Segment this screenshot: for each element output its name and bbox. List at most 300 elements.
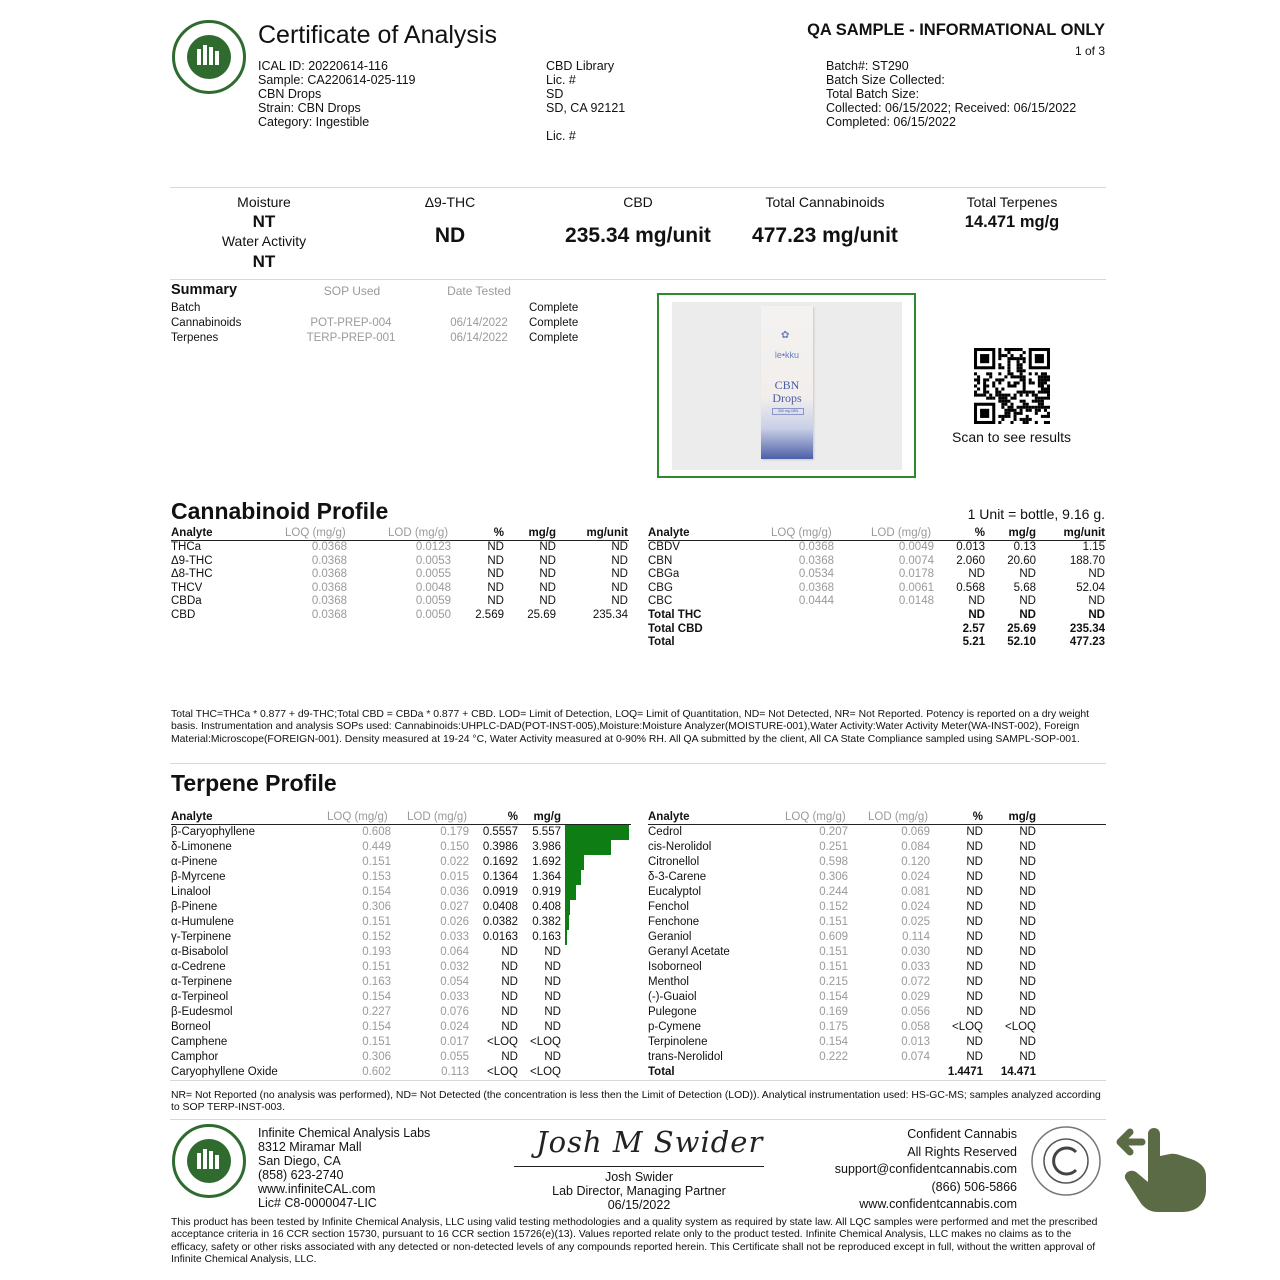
- signer-info: [514, 1170, 764, 1212]
- cell-mgunit: ND: [611, 595, 628, 608]
- product-box: [761, 306, 813, 459]
- cell-pct: 0.568: [956, 581, 985, 594]
- table-row: [171, 1065, 631, 1080]
- batch-size-collected: Batch Size Collected:: [826, 73, 945, 87]
- cell-pct: <LOQ: [951, 1021, 983, 1033]
- summary-row-date: 06/14/2022: [450, 332, 508, 344]
- col-header-loq: LOQ (mg/g): [771, 527, 832, 539]
- cell-lod: 0.0059: [415, 595, 451, 608]
- cell-analyte: Camphor: [171, 1051, 219, 1063]
- table-row: [171, 855, 631, 870]
- summary-row-date: 06/14/2022: [450, 317, 508, 329]
- table-row: [648, 1035, 1106, 1050]
- cell-pct: 0.5557: [482, 826, 518, 838]
- cell-lod: 0.0061: [898, 581, 934, 594]
- document-title: Certificate of Analysis: [258, 21, 497, 49]
- cell-lod: 0.064: [440, 946, 469, 958]
- cc-website[interactable]: www.confidentcannabis.com: [859, 1197, 1017, 1211]
- cell-pct: <LOQ: [486, 1066, 518, 1078]
- table-row: [648, 1050, 1106, 1065]
- cc-name: Confident Cannabis: [907, 1127, 1017, 1141]
- col-header-mgunit: mg/unit: [1063, 527, 1105, 539]
- cell-analyte: trans-Nerolidol: [648, 1051, 723, 1063]
- table-row: [648, 855, 1106, 870]
- cell-mgg: 0.13: [1013, 541, 1036, 553]
- cell-loq: 0.251: [819, 841, 848, 853]
- cell-lod: 0.055: [440, 1051, 469, 1063]
- cell-loq: 0.602: [362, 1066, 391, 1078]
- cell-mgg: ND: [1019, 916, 1036, 928]
- qr-caption: Scan to see results: [952, 429, 1072, 445]
- hand-pointer-icon[interactable]: [1112, 1114, 1212, 1214]
- method-note: Total THC=THCa * 0.877 + d9-THC;Total CBD = CBDa * 0.877 + CBD. LOD= Limit of Detection, LOQ= Limit of Quantitation, ND= Not Detected, NR= Not Reported. Potency is reported on a dry weight basis. Instrumentation and analysis SOPs used: Cannabinoids:UHPLC-DAD(POT-INST-005),Moisture:Moisture Analyzer(MOISTURE-001),Water Activity:Water Activity Meter(WA-INST-002), Foreign Material:Microscope(FOREIGN-001). Density measured at 19-24 °C, Water Activity measured at 0-90% RH. All QA submitted by the client, All CA State Compliance sampled using SAMPL-SOP-001.: [171, 709, 1090, 745]
- cell-analyte: Cedrol: [648, 826, 682, 838]
- cell-mgg: ND: [1019, 826, 1036, 838]
- cell-pct: ND: [501, 976, 518, 988]
- cell-loq: 0.0368: [311, 541, 347, 553]
- terpene-bar-chart: [565, 825, 629, 955]
- summary-sops: [299, 301, 403, 344]
- table-row: [648, 1020, 1106, 1035]
- cell-lod: 0.081: [901, 886, 930, 898]
- cell-analyte: β-Caryophyllene: [171, 826, 255, 838]
- cell-analyte: CBDV: [648, 541, 680, 553]
- cell-analyte: Caryophyllene Oxide: [171, 1066, 278, 1078]
- client-name: CBD Library: [546, 59, 615, 73]
- summary-dates: [436, 301, 522, 344]
- cell-pct: 2.57: [962, 622, 985, 635]
- cell-loq: 0.0368: [311, 595, 347, 608]
- cell-loq: 0.0368: [798, 541, 834, 553]
- cell-pct: ND: [487, 554, 504, 567]
- table-row: [171, 1005, 631, 1020]
- table-row: [648, 541, 1106, 555]
- cell-analyte: Camphene: [171, 1036, 228, 1048]
- cell-analyte: Citronellol: [648, 856, 700, 868]
- table-row: [648, 930, 1106, 945]
- cell-mgg: ND: [1019, 976, 1036, 988]
- cell-pct: ND: [501, 946, 518, 958]
- cell-analyte: Total: [648, 1066, 675, 1078]
- cell-lod: 0.069: [901, 826, 930, 838]
- signature-line: [514, 1166, 764, 1167]
- terpene-bar: [565, 840, 611, 855]
- cell-lod: 0.024: [901, 901, 930, 913]
- terpene-bar: [565, 855, 584, 870]
- summary-row-sop: [299, 301, 403, 316]
- cell-mgg: ND: [1019, 595, 1036, 608]
- cell-mgg: ND: [1019, 886, 1036, 898]
- cell-loq: 0.0368: [798, 554, 834, 567]
- col-header-pct: %: [974, 527, 985, 539]
- disclaimer: This product has been tested by Infinite Chemical Analysis, LLC using valid testing methodologies and a quality system as required by state law. All LQC samples were performed and met the prescribed acceptance criteria in 16 CCR section 15730, pursuant to 16 CCR section 15726(e)(13). Values reported relate only to the product tested. Infinite Chemical Analysis, LLC makes no claims as to the efficacy, safety or other risks associated with any detected or non-detected levels of any compounds reported herein. This Certificate shall not be reproduced except in full, without the written approval of Infinite Chemical Analysis, LLC.: [171, 1217, 1098, 1266]
- summary-title: Summary: [171, 282, 238, 298]
- table-row: [171, 1035, 631, 1050]
- col-header-mgg: mg/g: [528, 527, 556, 539]
- cell-analyte: β-Myrcene: [171, 871, 226, 883]
- cell-loq: 0.227: [362, 1006, 391, 1018]
- cell-pct: 2.060: [956, 554, 985, 567]
- cell-lod: 0.076: [440, 1006, 469, 1018]
- cell-pct: 0.013: [956, 541, 985, 553]
- cell-mgg: ND: [1019, 856, 1036, 868]
- cell-loq: 0.215: [819, 976, 848, 988]
- cell-analyte: THCa: [171, 541, 202, 553]
- cell-lod: 0.036: [440, 886, 469, 898]
- summary-statuses: [529, 301, 579, 344]
- summary-row-name: Batch: [171, 302, 201, 314]
- cell-lod: 0.0049: [898, 541, 934, 553]
- collected-received: Collected: 06/15/2022; Received: 06/15/2022: [826, 101, 1077, 115]
- cell-lod: 0.027: [440, 901, 469, 913]
- cell-analyte: (-)-Guaiol: [648, 991, 697, 1003]
- cell-analyte: THCV: [171, 581, 203, 594]
- cbd-stat: [548, 193, 728, 251]
- cell-analyte: Fenchone: [648, 916, 700, 928]
- cell-analyte: Δ8-THC: [171, 568, 213, 581]
- cell-lod: 0.056: [901, 1006, 930, 1018]
- sop-header: SOP Used: [323, 284, 381, 298]
- product-tag: 300 mg CBN: [772, 408, 804, 415]
- cc-contact: [757, 1126, 1017, 1214]
- cell-mgunit: ND: [1088, 568, 1105, 581]
- cell-mgunit: 188.70: [1069, 554, 1105, 567]
- spacer: [546, 115, 766, 129]
- table-row: [648, 1005, 1106, 1020]
- col-header-mgunit: mg/unit: [586, 527, 628, 539]
- cell-analyte: δ-Limonene: [171, 841, 232, 853]
- cell-pct: 2.569: [475, 609, 504, 621]
- col-header-analyte: Analyte: [648, 811, 690, 823]
- total-terpenes-label: Total Terpenes: [966, 194, 1058, 210]
- cell-loq: 0.207: [819, 826, 848, 838]
- sample-info: [258, 59, 538, 129]
- total-terpenes-stat: [942, 193, 1082, 233]
- signer-name: Josh Swider: [604, 1170, 674, 1184]
- cell-analyte: CBGa: [648, 568, 680, 581]
- cell-analyte: α-Humulene: [171, 916, 234, 928]
- page-number: 1 of 3: [1074, 44, 1105, 58]
- table-row: [648, 990, 1106, 1005]
- col-header-pct: %: [507, 811, 518, 823]
- product-photo: [657, 293, 916, 478]
- cell-loq: 0.0534: [798, 568, 834, 581]
- cell-loq: 0.153: [362, 871, 391, 883]
- cell-loq: 0.152: [362, 931, 391, 943]
- table-row: [171, 555, 629, 569]
- table-row: [171, 825, 631, 840]
- summary-row-status: Complete: [529, 302, 579, 314]
- cell-lod: [850, 1065, 930, 1080]
- category: Category: Ingestible: [258, 115, 370, 129]
- divider: [170, 1119, 1106, 1120]
- cell-pct: 0.0382: [482, 916, 518, 928]
- cell-mgg: ND: [539, 581, 556, 594]
- cell-mgg: 52.10: [1007, 636, 1036, 649]
- col-header-mgg: mg/g: [533, 811, 561, 823]
- cell-pct: ND: [501, 961, 518, 973]
- strain: Strain: CBN Drops: [258, 101, 361, 115]
- cell-mgg: <LOQ: [529, 1066, 561, 1078]
- total-cannabinoids-value: 477.23 mg/unit: [752, 224, 898, 247]
- cell-loq: 0.169: [819, 1006, 848, 1018]
- cell-lod: 0.033: [440, 991, 469, 1003]
- cell-mgg: ND: [1019, 931, 1036, 943]
- cell-mgg: ND: [544, 976, 561, 988]
- divider: [170, 1080, 1106, 1081]
- cell-analyte: CBN: [648, 554, 673, 567]
- cell-pct: 0.1692: [482, 856, 518, 868]
- col-header-pct: %: [972, 811, 983, 823]
- divider: [170, 763, 1106, 764]
- cell-lod: [858, 636, 934, 650]
- total-cannabinoids-stat: [735, 193, 915, 251]
- ical-logo: [172, 20, 246, 94]
- thc-label: Δ9-THC: [424, 194, 476, 210]
- cell-analyte: α-Bisabolol: [171, 946, 229, 958]
- cell-analyte: β-Eudesmol: [171, 1006, 233, 1018]
- cell-mgg: 1.364: [532, 871, 561, 883]
- cell-loq: [758, 609, 834, 623]
- cell-mgg: ND: [544, 1006, 561, 1018]
- cell-pct: 0.0919: [482, 886, 518, 898]
- cell-lod: 0.058: [901, 1021, 930, 1033]
- table-row: [648, 825, 1106, 840]
- cell-lod: 0.120: [901, 856, 930, 868]
- cell-mgg: 20.60: [1007, 554, 1036, 567]
- product-name: CBN Drops: [258, 87, 322, 101]
- summary-row-sop: POT-PREP-004: [310, 317, 392, 329]
- cell-mgunit: 235.34: [592, 609, 628, 621]
- completed-date: Completed: 06/15/2022: [826, 115, 956, 129]
- cell-lod: 0.024: [440, 1021, 469, 1033]
- cell-analyte: α-Terpinene: [171, 976, 232, 988]
- table-row: [648, 840, 1106, 855]
- cell-lod: 0.022: [440, 856, 469, 868]
- ical-logo-graphic: [175, 23, 243, 91]
- cell-mgg: <LOQ: [1004, 1021, 1036, 1033]
- cell-pct: ND: [966, 916, 983, 928]
- total-cannabinoids-label: Total Cannabinoids: [765, 194, 885, 210]
- cell-mgg: 0.919: [532, 886, 561, 898]
- table-row: [648, 582, 1106, 596]
- cc-email[interactable]: support@confidentcannabis.com: [834, 1162, 1017, 1176]
- cbd-label: CBD: [623, 194, 653, 210]
- cell-pct: ND: [501, 1021, 518, 1033]
- ical-logo-graphic: [175, 1127, 243, 1195]
- date-header: Date Tested: [447, 284, 511, 298]
- col-header-lod: LOD (mg/g): [388, 527, 449, 539]
- cell-analyte: Terpinolene: [648, 1036, 708, 1048]
- cell-loq: 0.154: [819, 991, 848, 1003]
- cell-lod: 0.033: [440, 931, 469, 943]
- cell-analyte: p-Cymene: [648, 1021, 702, 1033]
- cell-analyte: α-Pinene: [171, 856, 218, 868]
- cell-pct: ND: [966, 826, 983, 838]
- cell-mgg: 0.382: [532, 916, 561, 928]
- lab-website[interactable]: www.infiniteCAL.com: [258, 1182, 376, 1196]
- cc-phone: (866) 506-5866: [931, 1179, 1017, 1194]
- cell-mgunit: 52.04: [1076, 581, 1105, 594]
- cell-loq: 0.151: [819, 961, 848, 973]
- table-row: [648, 945, 1106, 960]
- cell-loq: 0.193: [362, 946, 391, 958]
- cell-analyte: Geranyl Acetate: [648, 946, 730, 958]
- cell-mgg: ND: [1019, 991, 1036, 1003]
- cell-lod: 0.029: [901, 991, 930, 1003]
- cell-loq: [758, 623, 834, 637]
- client-info: [546, 59, 766, 143]
- col-header-pct: %: [493, 527, 504, 539]
- cell-mgunit: ND: [1088, 595, 1105, 608]
- product-brand: le•kku: [774, 350, 800, 360]
- lab-phone: (858) 623-2740: [258, 1168, 344, 1182]
- cell-loq: 0.0368: [311, 554, 347, 567]
- cell-mgg: 14.471: [1000, 1066, 1036, 1078]
- cell-lod: 0.024: [901, 871, 930, 883]
- cell-loq: 0.306: [819, 871, 848, 883]
- client-address: SD, CA 92121: [546, 101, 626, 115]
- cell-lod: [858, 609, 934, 623]
- unit-note: 1 Unit = bottle, 9.16 g.: [967, 506, 1105, 522]
- cell-loq: 0.151: [819, 916, 848, 928]
- table-row: [648, 900, 1106, 915]
- cell-lod: 0.017: [440, 1036, 469, 1048]
- cell-loq: 0.449: [362, 841, 391, 853]
- table-row: [648, 636, 1106, 650]
- cell-mgg: 0.408: [532, 901, 561, 913]
- terpene-bar: [565, 885, 576, 900]
- table-row: [171, 609, 629, 623]
- summary-row-status: Complete: [529, 332, 579, 344]
- cell-pct: ND: [501, 1006, 518, 1018]
- cell-lod: 0.0048: [415, 581, 451, 594]
- summary-row-date: [436, 301, 522, 316]
- cell-loq: 0.0368: [311, 568, 347, 581]
- table-row: [171, 915, 631, 930]
- cell-analyte: Pulegone: [648, 1006, 697, 1018]
- cell-pct: <LOQ: [486, 1036, 518, 1048]
- cc-logo-graphic: [1030, 1125, 1102, 1197]
- cell-mgunit: 477.23: [1069, 636, 1105, 649]
- cell-mgg: 1.692: [532, 856, 561, 868]
- table-row: [171, 900, 631, 915]
- cell-lod: 0.150: [440, 841, 469, 853]
- thc-stat: [390, 193, 510, 251]
- cell-analyte: Total CBD: [648, 622, 703, 635]
- cell-pct: ND: [966, 976, 983, 988]
- lab-name: Infinite Chemical Analysis Labs: [258, 1126, 431, 1140]
- col-header-loq: LOQ (mg/g): [327, 811, 388, 823]
- cell-lod: 0.025: [901, 916, 930, 928]
- cell-analyte: CBDa: [171, 595, 202, 608]
- cell-pct: ND: [966, 841, 983, 853]
- cell-mgg: ND: [544, 961, 561, 973]
- summary-names: [171, 301, 242, 344]
- cell-analyte: Total THC: [648, 609, 702, 621]
- cell-mgg: 5.68: [1013, 581, 1036, 594]
- cell-lod: 0.054: [440, 976, 469, 988]
- table-row: [648, 960, 1106, 975]
- cell-pct: ND: [966, 1036, 983, 1048]
- cell-mgunit: ND: [611, 568, 628, 581]
- signer-title: Lab Director, Managing Partner: [552, 1184, 726, 1198]
- cell-analyte: Borneol: [171, 1021, 211, 1033]
- cell-pct: ND: [966, 946, 983, 958]
- cell-mgg: ND: [544, 1051, 561, 1063]
- cell-loq: 0.151: [362, 961, 391, 973]
- leaf-icon: ✿: [781, 330, 790, 341]
- cell-mgg: ND: [539, 595, 556, 608]
- ical-id: ICAL ID: 20220614-116: [258, 59, 388, 73]
- cell-loq: 0.151: [362, 856, 391, 868]
- cell-mgg: ND: [1019, 568, 1036, 581]
- cell-mgg: <LOQ: [529, 1036, 561, 1048]
- cell-mgg: ND: [1019, 1051, 1036, 1063]
- qr-code-graphic: [974, 348, 1050, 424]
- cannabinoid-table-right: [648, 527, 1106, 657]
- cell-pct: 0.3986: [482, 841, 518, 853]
- moisture-stat: [194, 193, 334, 274]
- cell-pct: 0.0163: [482, 931, 518, 943]
- cell-mgg: ND: [1019, 961, 1036, 973]
- cell-lod: 0.0055: [415, 568, 451, 581]
- cell-analyte: δ-3-Carene: [648, 871, 707, 883]
- table-row: [171, 840, 631, 855]
- cell-mgunit: ND: [611, 554, 628, 567]
- cell-mgunit: ND: [1088, 609, 1105, 621]
- signature-date: 06/15/2022: [607, 1198, 671, 1212]
- cell-pct: ND: [966, 961, 983, 973]
- cell-pct: ND: [487, 581, 504, 594]
- cell-mgg: ND: [544, 1021, 561, 1033]
- cell-lod: 0.072: [901, 976, 930, 988]
- terpene-table-right: [648, 810, 1106, 1080]
- summary-row-sop: TERP-PREP-001: [306, 332, 396, 344]
- terpene-bar: [565, 930, 567, 945]
- table-row: [171, 885, 631, 900]
- cell-loq: 0.154: [362, 1021, 391, 1033]
- cell-pct: 5.21: [962, 636, 985, 649]
- table-row: [171, 595, 629, 609]
- cell-pct: ND: [966, 991, 983, 1003]
- table-row: [648, 870, 1106, 885]
- col-header-lod: LOD (mg/g): [871, 527, 932, 539]
- col-header-mgg: mg/g: [1008, 527, 1036, 539]
- cell-mgg: 5.557: [532, 826, 561, 838]
- lab-city: San Diego, CA: [258, 1154, 341, 1168]
- product-name-line1: CBN: [774, 378, 800, 392]
- cell-pct: ND: [968, 595, 985, 608]
- cell-mgg: ND: [544, 946, 561, 958]
- cell-pct: 0.1364: [482, 871, 518, 883]
- cell-pct: ND: [968, 568, 985, 581]
- divider: [170, 187, 1106, 188]
- qa-label: QA SAMPLE - INFORMATIONAL ONLY: [807, 21, 1105, 39]
- table-row: [648, 568, 1106, 582]
- summary-row-name: Terpenes: [171, 332, 219, 344]
- product-name-line2: Drops: [772, 391, 802, 405]
- cell-lod: 0.0050: [415, 609, 451, 621]
- water-activity-value: NT: [252, 252, 276, 271]
- col-header-loq: LOQ (mg/g): [285, 527, 346, 539]
- cell-pct: ND: [501, 991, 518, 1003]
- cell-mgg: ND: [1019, 871, 1036, 883]
- qr-code[interactable]: [974, 348, 1050, 424]
- cell-mgunit: 235.34: [1069, 622, 1105, 635]
- cell-analyte: Fenchol: [648, 901, 689, 913]
- col-header-analyte: Analyte: [648, 527, 690, 539]
